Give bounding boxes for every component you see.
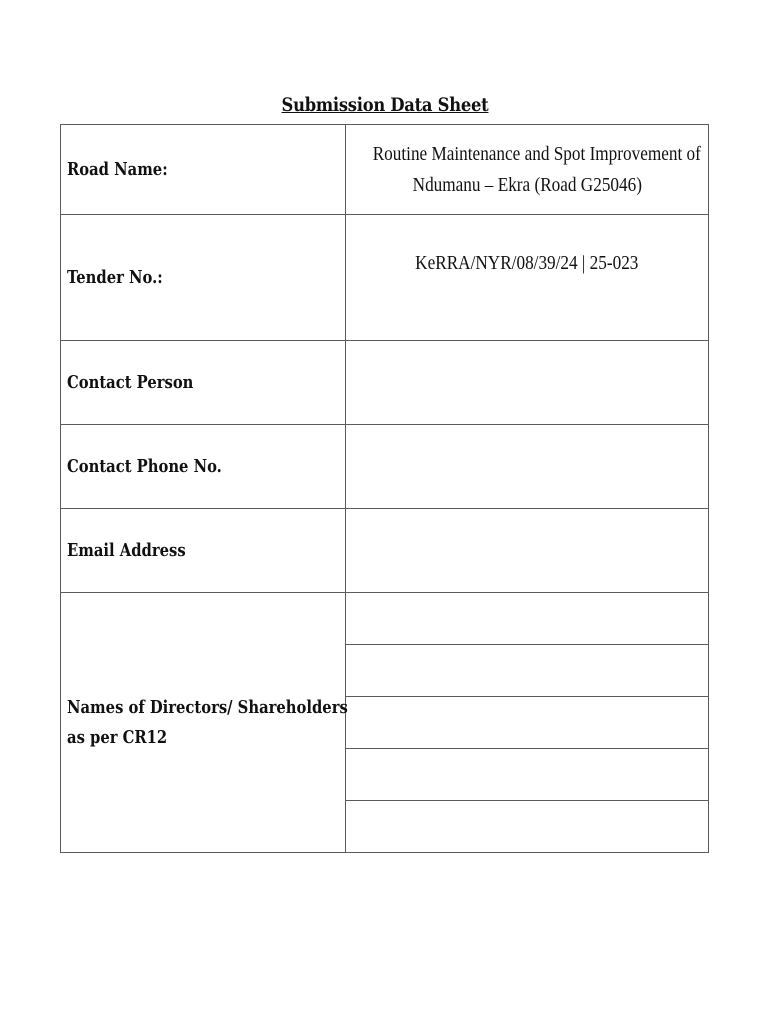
contact-phone-label-cell <box>61 425 346 509</box>
director-entry-field[interactable] <box>346 749 709 801</box>
email-address-row <box>61 509 709 593</box>
submission-data-table <box>60 124 709 853</box>
directors-label-cell <box>61 593 346 853</box>
tender-no-row <box>61 215 709 341</box>
road-name-row <box>61 125 709 215</box>
email-address-field[interactable] <box>346 509 709 593</box>
road-name-value-line2: Ndumanu – Ekra (Road G25046) <box>412 173 642 196</box>
email-address-label-cell <box>61 509 346 593</box>
tender-no-value: KeRRA/NYR/08/39/24 | 25-023 <box>415 252 639 274</box>
road-name-value-cell[interactable] <box>346 125 709 215</box>
director-row <box>61 593 709 645</box>
contact-person-label-cell <box>61 341 346 425</box>
contact-person-label: Contact Person <box>67 371 194 393</box>
road-name-value-line1: Routine Maintenance and Spot Improvement of <box>372 142 701 165</box>
road-name-label: Road Name: <box>67 158 168 180</box>
contact-phone-label: Contact Phone No. <box>67 455 222 477</box>
tender-no-value-cell[interactable] <box>346 215 709 341</box>
email-address-label: Email Address <box>67 539 186 561</box>
tender-no-label: Tender No.: <box>67 266 163 288</box>
directors-label-line1: Names of Directors/ Shareholders <box>67 696 348 718</box>
tender-no-label-cell <box>61 215 346 341</box>
directors-label-line2: as per CR12 <box>67 726 168 748</box>
director-entry-field[interactable] <box>346 801 709 853</box>
director-entry-field[interactable] <box>346 697 709 749</box>
page-title: Submission Data Sheet <box>281 94 489 116</box>
road-name-label-cell <box>61 125 346 215</box>
director-entry-field[interactable] <box>346 593 709 645</box>
contact-phone-row <box>61 425 709 509</box>
director-entry-field[interactable] <box>346 645 709 697</box>
contact-person-field[interactable] <box>346 341 709 425</box>
contact-person-row <box>61 341 709 425</box>
contact-phone-field[interactable] <box>346 425 709 509</box>
